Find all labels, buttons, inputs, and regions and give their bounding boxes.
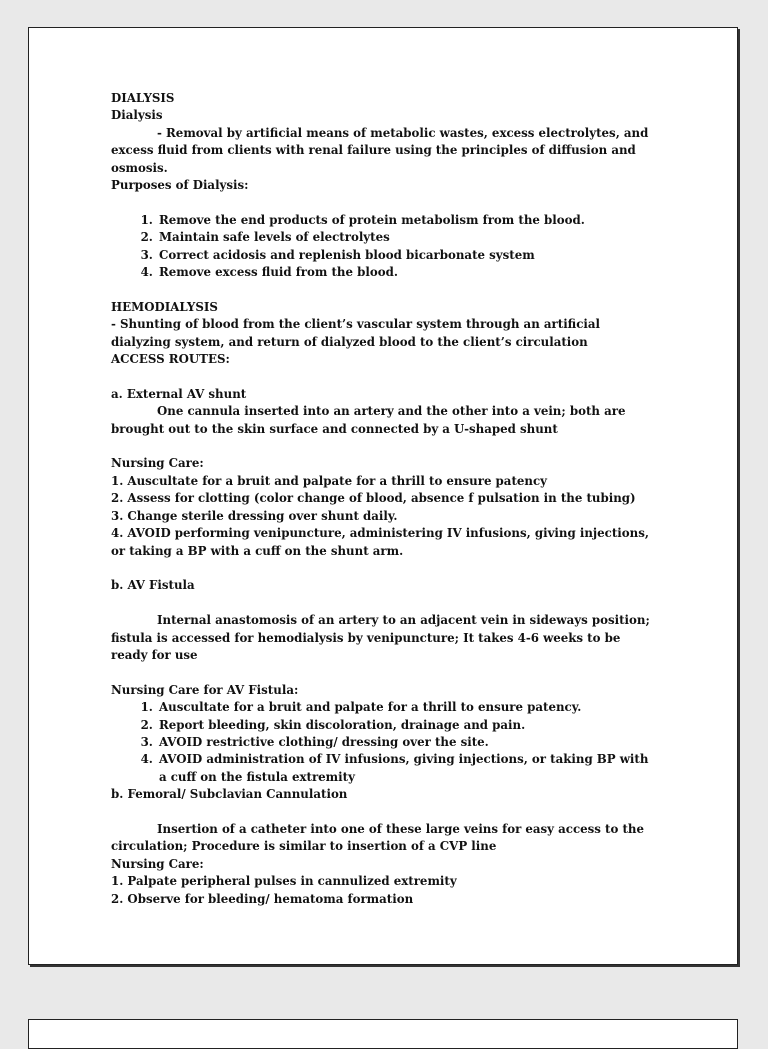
list-item: 1. Palpate peripheral pulses in cannulized extremity (111, 874, 457, 889)
spacer (111, 368, 656, 385)
spacer (111, 595, 656, 612)
list-item: 4. AVOID performing venipuncture, administering IV infusions, giving injections, or taking a BP with a cuff on the shunt arm. (111, 526, 649, 558)
page-content (111, 90, 656, 908)
cannulation-heading: b. Femoral/ Subclavian Cannulation (111, 787, 348, 802)
fistula-heading: b. AV Fistula (111, 578, 195, 593)
list-item: 4. AVOID administration of IV infusions, giving injections, or taking BP with a cuff on the fistula extremity (157, 751, 656, 786)
document-subtitle: Dialysis (111, 108, 163, 123)
spacer (111, 281, 656, 298)
spacer (111, 194, 656, 211)
purposes-list (111, 212, 656, 282)
list-item: 3. AVOID restrictive clothing/ dressing over the site. (157, 734, 656, 751)
spacer (111, 804, 656, 821)
fistula-care-heading: Nursing Care for AV Fistula: (111, 682, 299, 697)
document-page (28, 27, 738, 965)
fistula-care-list (111, 699, 656, 786)
access-routes-heading: ACCESS ROUTES: (111, 352, 230, 367)
list-item: 2. Assess for clotting (color change of blood, absence f pulsation in the tubing) (111, 491, 636, 506)
external-shunt-care-heading: Nursing Care: (111, 456, 204, 471)
list-item: 3. Change sterile dressing over shunt daily. (111, 508, 398, 523)
hemodialysis-definition: - Shunting of blood from the client’s vascular system through an artificial dialyzing system, and return of dialyzed blood to the client’s circulation (111, 317, 601, 349)
spacer (111, 664, 656, 681)
external-shunt-description: One cannula inserted into an artery and the other into a vein; both are brought out to the skin surface and connected by a U-shaped shunt (111, 404, 626, 436)
list-item: 2. Maintain safe levels of electrolytes (157, 229, 656, 246)
spacer (111, 438, 656, 455)
purposes-heading: Purposes of Dialysis: (111, 178, 249, 193)
external-shunt-heading: a. External AV shunt (111, 386, 247, 401)
list-item: 1. Remove the end products of protein metabolism from the blood. (157, 212, 656, 229)
dialysis-definition: - Removal by artificial means of metabolic wastes, excess electrolytes, and excess fluid from clients with renal failure using the principles of diffusion and osmosis. (111, 125, 649, 175)
cannulation-description: Insertion of a catheter into one of these large veins for easy access to the circulation; Procedure is similar to insertion of a CVP line (111, 821, 645, 854)
list-item: 2. Observe for bleeding/ hematoma formation (111, 891, 414, 906)
document-title: DIALYSIS (111, 91, 175, 105)
cannulation-care-heading: Nursing Care: (111, 856, 204, 871)
list-item: 1. Auscultate for a bruit and palpate for a thrill to ensure patency. (157, 699, 656, 716)
spacer (111, 560, 656, 577)
list-item: 3. Correct acidosis and replenish blood bicarbonate system (157, 247, 656, 264)
hemodialysis-heading: HEMODIALYSIS (111, 299, 218, 314)
list-item: 1. Auscultate for a bruit and palpate for a thrill to ensure patency (111, 473, 548, 488)
list-item: 4. Remove excess fluid from the blood. (157, 264, 656, 281)
list-item: 2. Report bleeding, skin discoloration, drainage and pain. (157, 717, 656, 734)
fistula-description: Internal anastomosis of an artery to an adjacent vein in sideways position; fistula is accessed for hemodialysis by venipuncture; It takes 4-6 weeks to be ready for use (111, 613, 650, 662)
